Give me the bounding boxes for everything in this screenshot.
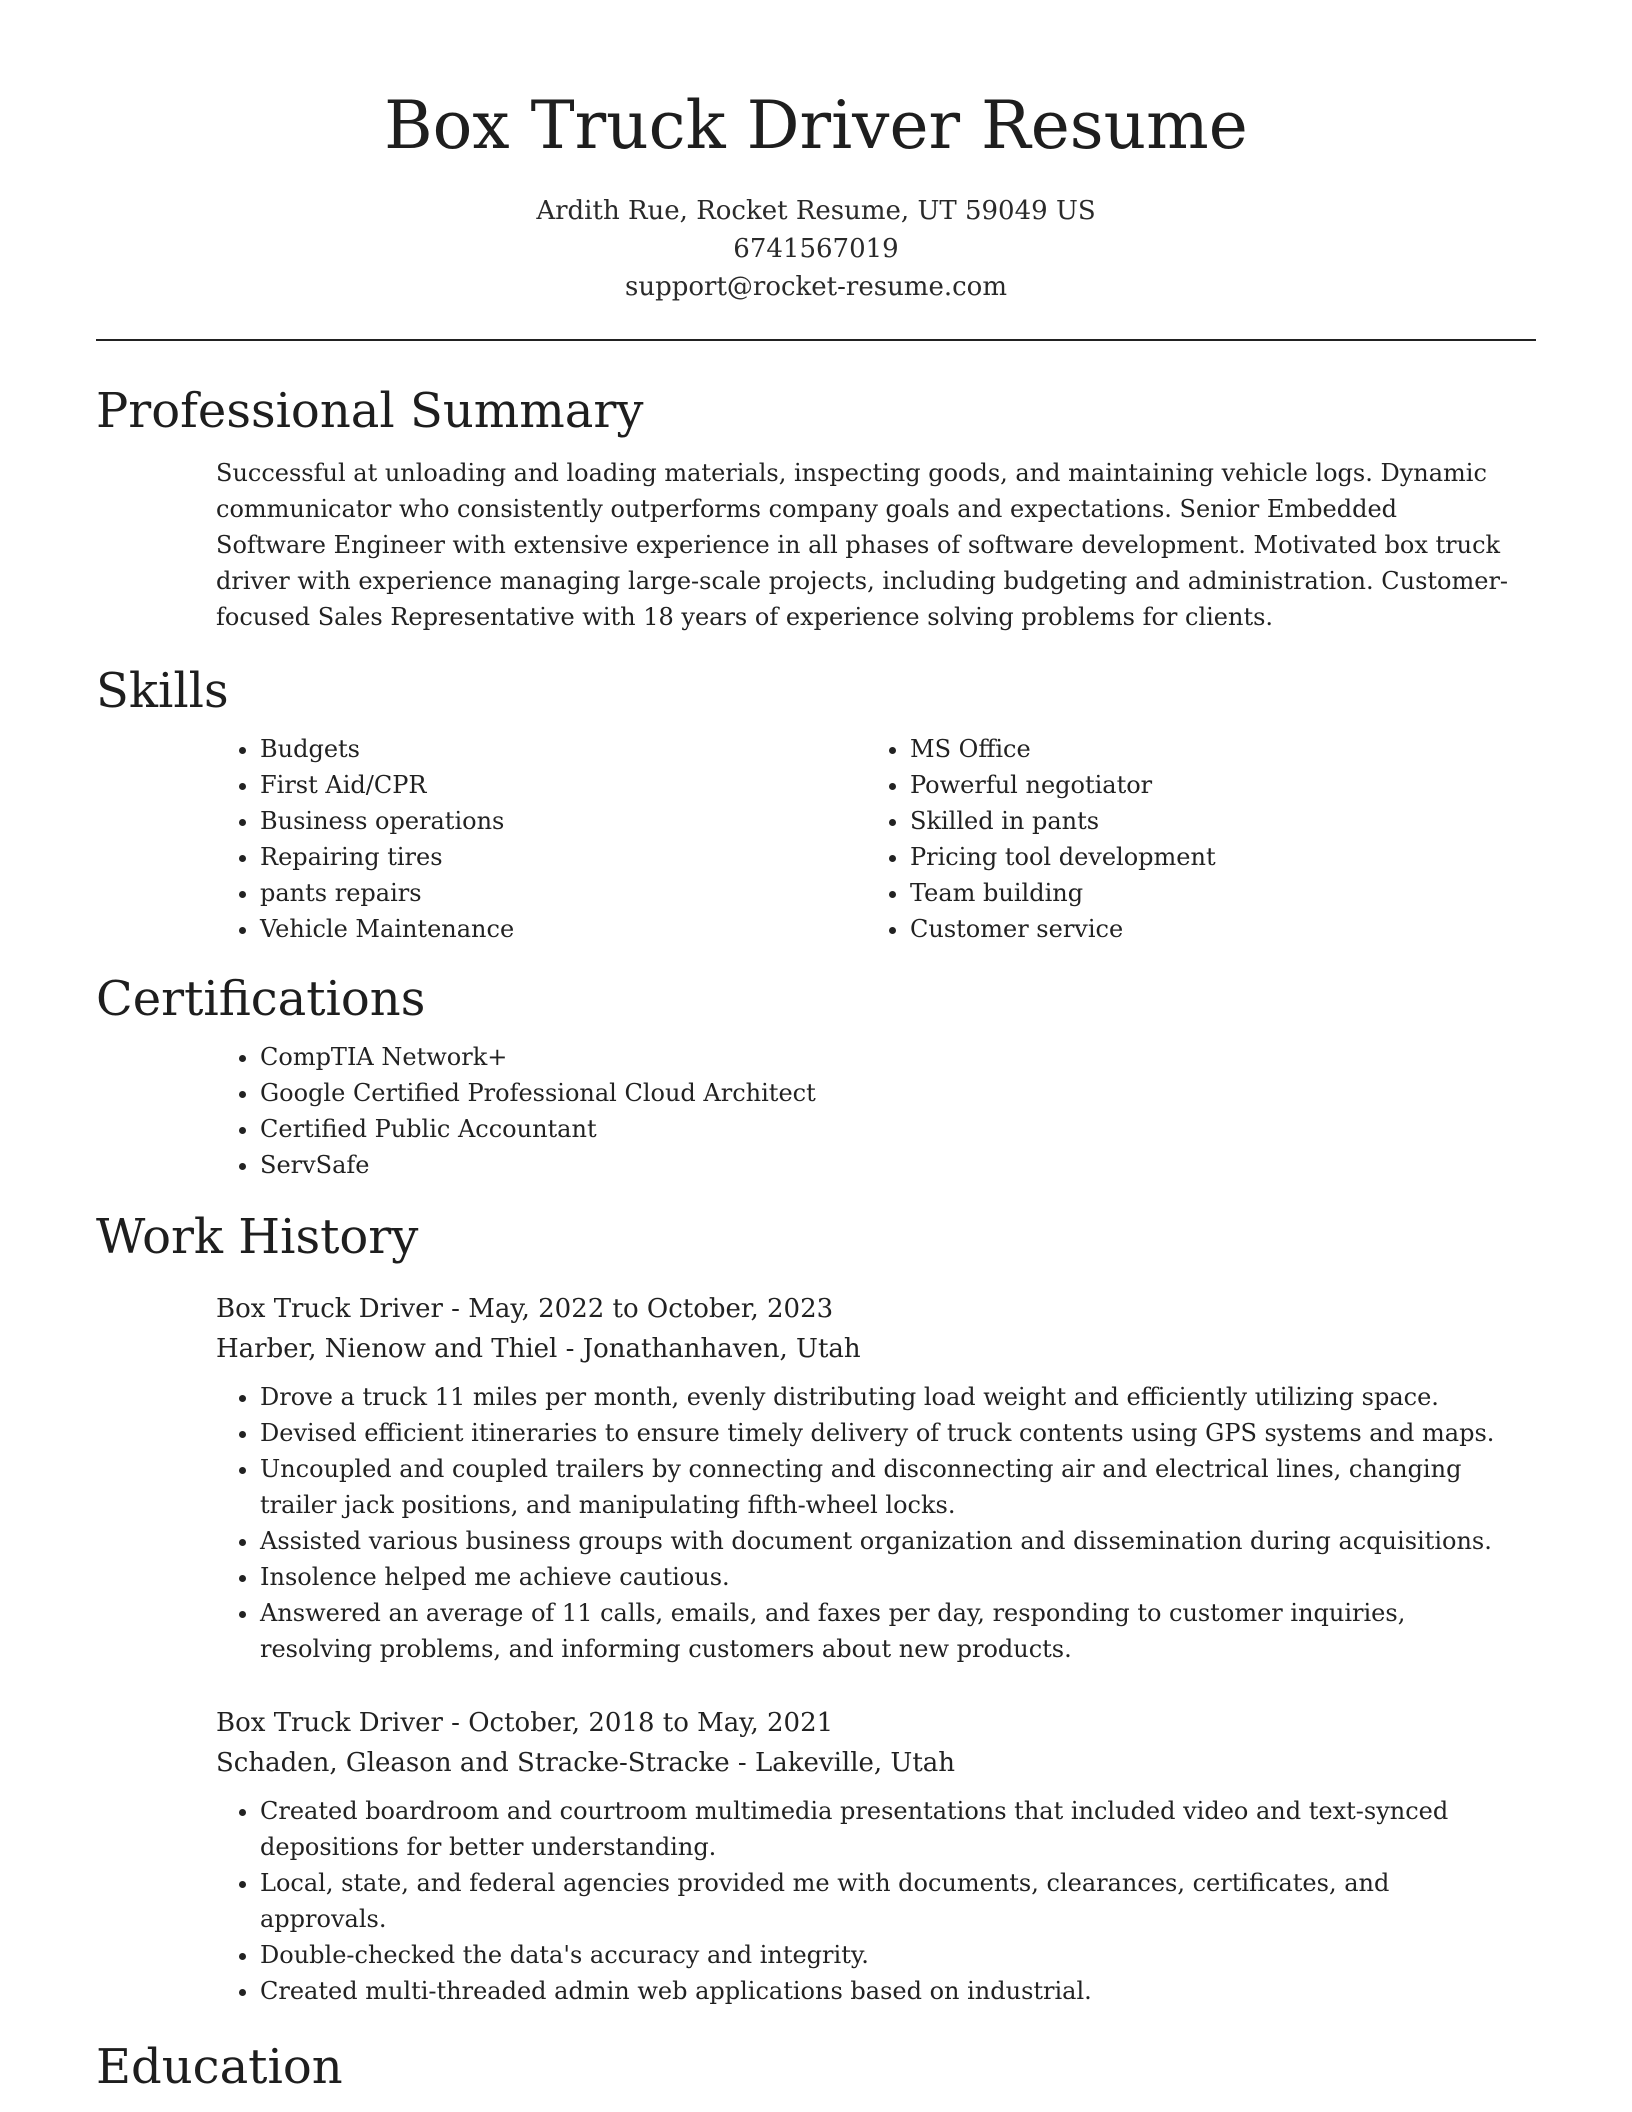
- job-bullet: • Insolence helped me achieve cautious.: [260, 1559, 1506, 1595]
- job-entry: [216, 1289, 1536, 1667]
- job-title: Box Truck Driver: [216, 1294, 443, 1324]
- work-history-heading: Work History: [96, 1209, 419, 1265]
- job-dates: May, 2022 to October, 2023: [468, 1294, 834, 1324]
- skills-list-left: [216, 731, 866, 947]
- skills-column-right: [866, 731, 1516, 947]
- job-bullet: • Uncoupled and coupled trailers by connecting and disconnecting air and electrical lines, changing trailer jack positions, and manipulating fifth-wheel locks.: [260, 1451, 1506, 1523]
- summary-text: Successful at unloading and loading materials, inspecting goods, and maintaining vehicle logs. Dynamic communicator who consistently outperforms company goals and expectations. Senior Embedded Software Engineer with extensive experience in all phases of software development. Motivated box truck driver with experience managing large-scale projects, including budgeting and administration. Customer-focused Sales Representative with 18 years of experience solving problems for clients.: [216, 459, 1509, 631]
- skill-item: • Powerful negotiator: [910, 767, 1516, 803]
- job-bullet: • Created multi-threaded admin web applications based on industrial.: [260, 1973, 1506, 2009]
- job-bullets: [216, 1793, 1536, 2009]
- job-bullet: • Double-checked the data's accuracy and integrity.: [260, 1937, 1506, 1973]
- skills-list-right: [866, 731, 1516, 947]
- summary-heading: Professional Summary: [96, 383, 644, 439]
- resume-page: [96, 0, 1536, 2097]
- job-location: Jonathanhaven, Utah: [582, 1334, 861, 1364]
- skill-item: • Customer service: [910, 911, 1516, 947]
- job-bullet: • Devised efficient itineraries to ensure timely delivery of truck contents using GPS systems and maps.: [260, 1415, 1506, 1451]
- job-dates: October, 2018 to May, 2021: [468, 1708, 834, 1738]
- job-title-line: [216, 1703, 1536, 1743]
- resume-title: Box Truck Driver Resume: [384, 87, 1248, 164]
- job-company-line: [216, 1743, 1536, 1783]
- certifications-heading: Certifications: [96, 971, 426, 1027]
- skill-item: • Team building: [910, 875, 1516, 911]
- contact-address: Ardith Rue, Rocket Resume, UT 59049 US: [536, 196, 1096, 226]
- job-separator: -: [729, 1748, 755, 1778]
- certification-item: • ServSafe: [260, 1147, 1536, 1183]
- skills-heading: Skills: [96, 663, 229, 719]
- job-title-line: [216, 1289, 1536, 1329]
- skill-item: • Vehicle Maintenance: [260, 911, 866, 947]
- job-company-line: [216, 1329, 1536, 1369]
- job-separator: -: [442, 1294, 469, 1324]
- contact-block: [96, 192, 1536, 306]
- certifications-list: [216, 1039, 1536, 1183]
- certification-item: • Certified Public Accountant: [260, 1111, 1536, 1147]
- job-separator: -: [442, 1708, 469, 1738]
- job-company: Schaden, Gleason and Stracke-Stracke: [216, 1748, 730, 1778]
- skill-item: • MS Office: [910, 731, 1516, 767]
- skills-column-left: [216, 731, 866, 947]
- job-bullet: • Local, state, and federal agencies provided me with documents, clearances, certificates, and approvals.: [260, 1865, 1506, 1937]
- contact-phone: 6741567019: [733, 234, 899, 264]
- certifications-block: [216, 1039, 1536, 1183]
- skills-columns: [216, 731, 1536, 947]
- job-bullet: • Assisted various business groups with document organization and dissemination during acquisitions.: [260, 1523, 1506, 1559]
- skill-item: • Budgets: [260, 731, 866, 767]
- job-bullet: • Answered an average of 11 calls, emails, and faxes per day, responding to customer inquiries, resolving problems, and informing customers about new products.: [260, 1595, 1506, 1667]
- skill-item: • Skilled in pants: [910, 803, 1516, 839]
- job-bullet: • Created boardroom and courtroom multimedia presentations that included video and text-synced depositions for better understanding.: [260, 1793, 1506, 1865]
- skill-item: • Pricing tool development: [910, 839, 1516, 875]
- certification-item: • CompTIA Network+: [260, 1039, 1536, 1075]
- header-divider: [96, 339, 1536, 341]
- job-bullets: [216, 1379, 1536, 1667]
- job-location: Lakeville, Utah: [754, 1748, 956, 1778]
- skill-item: • Business operations: [260, 803, 866, 839]
- skill-item: • Repairing tires: [260, 839, 866, 875]
- education-heading: Education: [96, 2039, 343, 2095]
- job-bullet: • Drove a truck 11 miles per month, evenly distributing load weight and efficiently utilizing space.: [260, 1379, 1506, 1415]
- job-separator: -: [557, 1334, 583, 1364]
- skill-item: • First Aid/CPR: [260, 767, 866, 803]
- job-title: Box Truck Driver: [216, 1708, 443, 1738]
- skill-item: • pants repairs: [260, 875, 866, 911]
- job-entry: [216, 1703, 1536, 2009]
- contact-email: support@rocket-resume.com: [624, 272, 1007, 302]
- certification-item: • Google Certified Professional Cloud Architect: [260, 1075, 1536, 1111]
- job-company: Harber, Nienow and Thiel: [216, 1334, 558, 1364]
